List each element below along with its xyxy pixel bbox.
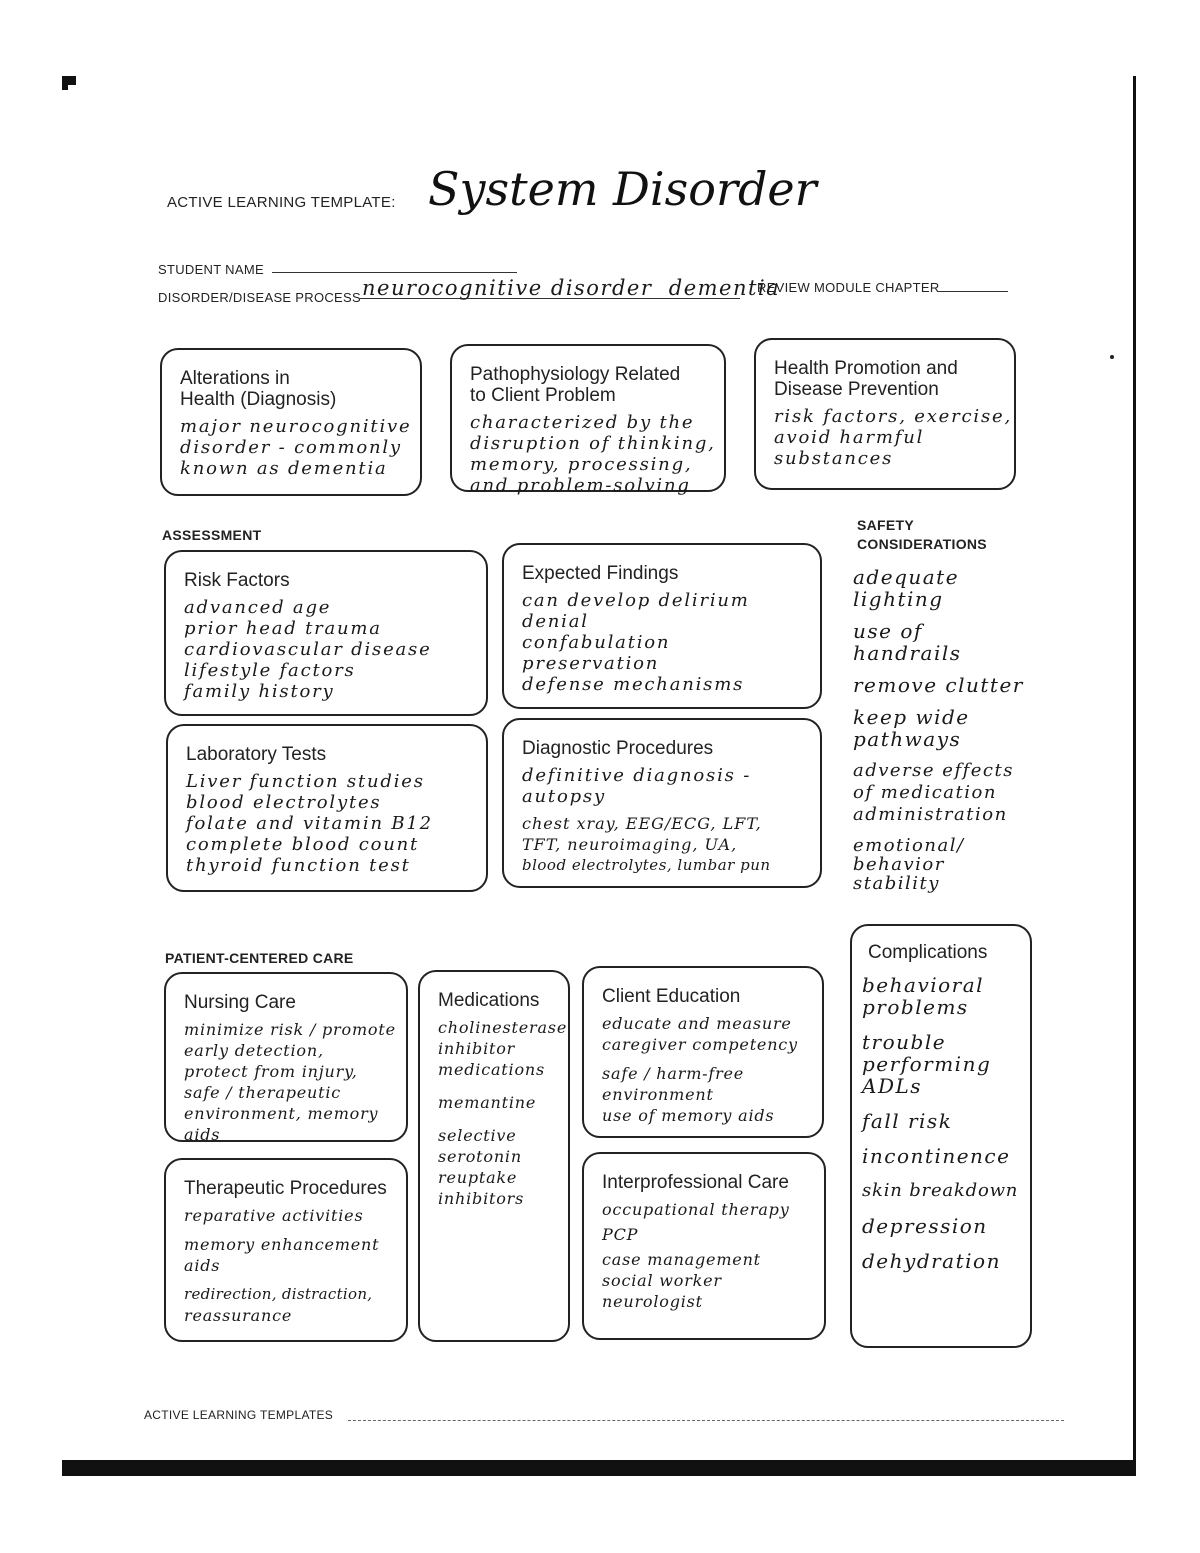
- risk-factors-notes: [184, 597, 486, 702]
- safety-item: remove clutter: [853, 673, 1024, 697]
- pathophysiology-notes: [470, 412, 724, 496]
- note-line: characterized by the: [470, 412, 695, 433]
- review-module-label: REVIEW MODULE CHAPTER: [757, 280, 940, 295]
- note-line: known as dementia: [180, 458, 388, 479]
- scan-dot: [1110, 355, 1114, 359]
- note-line: definitive diagnosis -: [522, 765, 752, 786]
- note-line: major neurocognitive: [180, 416, 412, 437]
- health-promotion-box: [754, 338, 1016, 490]
- safety-item: use of handrails: [853, 619, 962, 665]
- complications-list: [862, 974, 1018, 1285]
- note-line: [438, 1080, 568, 1092]
- expected-findings-notes: [522, 590, 820, 695]
- note-line: memantine: [438, 1093, 537, 1112]
- review-module-field[interactable]: [938, 291, 1008, 292]
- note-line: blood electrolytes, lumbar pun: [522, 856, 771, 874]
- note-line: can develop delirium: [522, 590, 750, 611]
- note-line: inhibitors: [438, 1189, 525, 1208]
- note-line: environment, memory: [184, 1104, 379, 1123]
- complication-item: skin breakdown: [862, 1180, 1019, 1201]
- complication-item: depression: [862, 1214, 988, 1238]
- student-name-field[interactable]: [272, 272, 517, 273]
- note-line: and problem-solving: [470, 475, 691, 496]
- note-line: protect from injury,: [184, 1062, 358, 1081]
- laboratory-tests-box: [166, 724, 488, 892]
- note-line: redirection, distraction,: [184, 1285, 373, 1303]
- note-line: folate and vitamin B12: [186, 813, 433, 834]
- note-line: reassurance: [184, 1306, 293, 1325]
- complication-item: incontinence: [862, 1144, 1011, 1168]
- note-line: educate and measure: [602, 1014, 792, 1033]
- page-edge-bottom: [62, 1460, 1136, 1476]
- therapeutic-procedures-title: Therapeutic Procedures: [184, 1178, 387, 1199]
- complication-item: behavioral problems: [862, 973, 985, 1019]
- note-line: [438, 1113, 568, 1125]
- note-line: risk factors, exercise,: [774, 406, 1012, 427]
- note-line: cardiovascular disease: [184, 639, 432, 660]
- disorder-value: neurocognitive disorder dementia: [362, 276, 781, 300]
- note-line: serotonin: [438, 1147, 522, 1166]
- therapeutic-procedures-box: [164, 1158, 408, 1342]
- corner-mark-stem: [62, 76, 68, 90]
- complications-title: Complications: [868, 942, 988, 963]
- complication-item: trouble performing ADLs: [862, 1030, 992, 1098]
- complications-box: [850, 924, 1032, 1348]
- note-line: complete blood count: [186, 834, 420, 855]
- note-line: case management: [602, 1250, 761, 1269]
- interprofessional-care-title: Interprofessional Care: [602, 1172, 789, 1193]
- note-line: reuptake: [438, 1168, 518, 1187]
- note-line: defense mechanisms: [522, 674, 745, 695]
- health-promotion-notes: [774, 406, 1014, 469]
- health-promotion-title: Health Promotion and Disease Prevention: [774, 358, 958, 400]
- risk-factors-box: [164, 550, 488, 716]
- assessment-heading: ASSESSMENT: [162, 527, 262, 543]
- diagnostic-procedures-title: Diagnostic Procedures: [522, 738, 714, 759]
- note-line: reparative activities: [184, 1206, 364, 1225]
- note-line: confabulation: [522, 632, 671, 653]
- note-line: TFT, neuroimaging, UA,: [522, 835, 738, 854]
- client-education-box: [582, 966, 824, 1138]
- medications-title: Medications: [438, 990, 540, 1011]
- note-line: safe / harm-free: [602, 1064, 745, 1083]
- medications-box: [418, 970, 570, 1342]
- interprofessional-care-notes: [602, 1199, 824, 1312]
- note-line: autopsy: [522, 786, 606, 807]
- safety-item: keep wide pathways: [853, 705, 970, 751]
- note-line: environment: [602, 1085, 714, 1104]
- safety-item: adverse effects of medication administration: [853, 760, 1014, 825]
- safety-item: emotional/ behavior stability: [853, 835, 965, 894]
- diagnostic-procedures-notes: [522, 765, 820, 876]
- note-line: aids: [184, 1256, 221, 1275]
- note-line: occupational therapy: [602, 1200, 790, 1219]
- footer-rule: [348, 1420, 1064, 1421]
- nursing-care-title: Nursing Care: [184, 992, 296, 1013]
- note-line: caregiver competency: [602, 1035, 798, 1054]
- note-line: thyroid function test: [186, 855, 411, 876]
- patient-centered-care-heading: PATIENT-CENTERED CARE: [165, 950, 354, 966]
- note-line: prior head trauma: [184, 618, 382, 639]
- client-education-notes: [602, 1013, 822, 1126]
- client-education-title: Client Education: [602, 986, 741, 1007]
- note-line: Liver function studies: [186, 771, 425, 792]
- note-line: substances: [774, 448, 894, 469]
- safety-item: adequate lighting: [853, 565, 960, 611]
- note-line: safe / therapeutic: [184, 1083, 342, 1102]
- note-line: denial: [522, 611, 589, 632]
- footer-label: ACTIVE LEARNING TEMPLATES: [144, 1408, 334, 1422]
- laboratory-tests-notes: [186, 771, 486, 876]
- alterations-title: Alterations in Health (Diagnosis): [180, 368, 337, 410]
- safety-heading: SAFETY CONSIDERATIONS: [857, 517, 987, 552]
- note-line: memory enhancement: [184, 1235, 380, 1254]
- alterations-notes: [180, 416, 420, 479]
- note-line: lifestyle factors: [184, 660, 356, 681]
- note-line: disorder - commonly: [180, 437, 402, 458]
- template-label: ACTIVE LEARNING TEMPLATE:: [167, 194, 396, 211]
- note-line: minimize risk / promote: [184, 1020, 396, 1039]
- note-line: memory, processing,: [470, 454, 693, 475]
- nursing-care-notes: [184, 1019, 406, 1145]
- nursing-care-box: [164, 972, 408, 1142]
- page-edge-right: [1133, 76, 1136, 1474]
- risk-factors-title: Risk Factors: [184, 570, 290, 591]
- note-line: neurologist: [602, 1292, 703, 1311]
- note-line: advanced age: [184, 597, 332, 618]
- diagnostic-procedures-box: [502, 718, 822, 888]
- complication-item: fall risk: [862, 1109, 953, 1133]
- interprofessional-care-box: [582, 1152, 826, 1340]
- laboratory-tests-title: Laboratory Tests: [186, 744, 327, 765]
- note-line: avoid harmful: [774, 427, 925, 448]
- note-line: use of memory aids: [602, 1106, 775, 1125]
- note-line: disruption of thinking,: [470, 433, 716, 454]
- note-line: PCP: [602, 1225, 639, 1244]
- expected-findings-title: Expected Findings: [522, 563, 679, 584]
- pathophysiology-box: [450, 344, 726, 496]
- complication-item: dehydration: [862, 1249, 1001, 1273]
- safety-list: [853, 566, 1053, 903]
- page-title: System Disorder: [428, 162, 817, 216]
- note-line: social worker: [602, 1271, 722, 1290]
- student-name-label: STUDENT NAME: [158, 262, 264, 277]
- note-line: inhibitor: [438, 1039, 516, 1058]
- expected-findings-box: [502, 543, 822, 709]
- therapeutic-procedures-notes: [184, 1205, 406, 1326]
- note-line: early detection,: [184, 1041, 324, 1060]
- alterations-in-health-box: [160, 348, 422, 496]
- medications-notes: [438, 1017, 568, 1209]
- note-line: aids: [184, 1125, 221, 1144]
- note-line: blood electrolytes: [186, 792, 382, 813]
- pathophysiology-title: Pathophysiology Related to Client Problem: [470, 364, 681, 406]
- note-line: family history: [184, 681, 335, 702]
- note-line: medications: [438, 1060, 545, 1079]
- note-line: cholinesterase: [438, 1018, 568, 1037]
- note-line: chest xray, EEG/ECG, LFT,: [522, 814, 762, 833]
- note-line: selective: [438, 1126, 517, 1145]
- note-line: preservation: [522, 653, 660, 674]
- disorder-label: DISORDER/DISEASE PROCESS: [158, 290, 361, 305]
